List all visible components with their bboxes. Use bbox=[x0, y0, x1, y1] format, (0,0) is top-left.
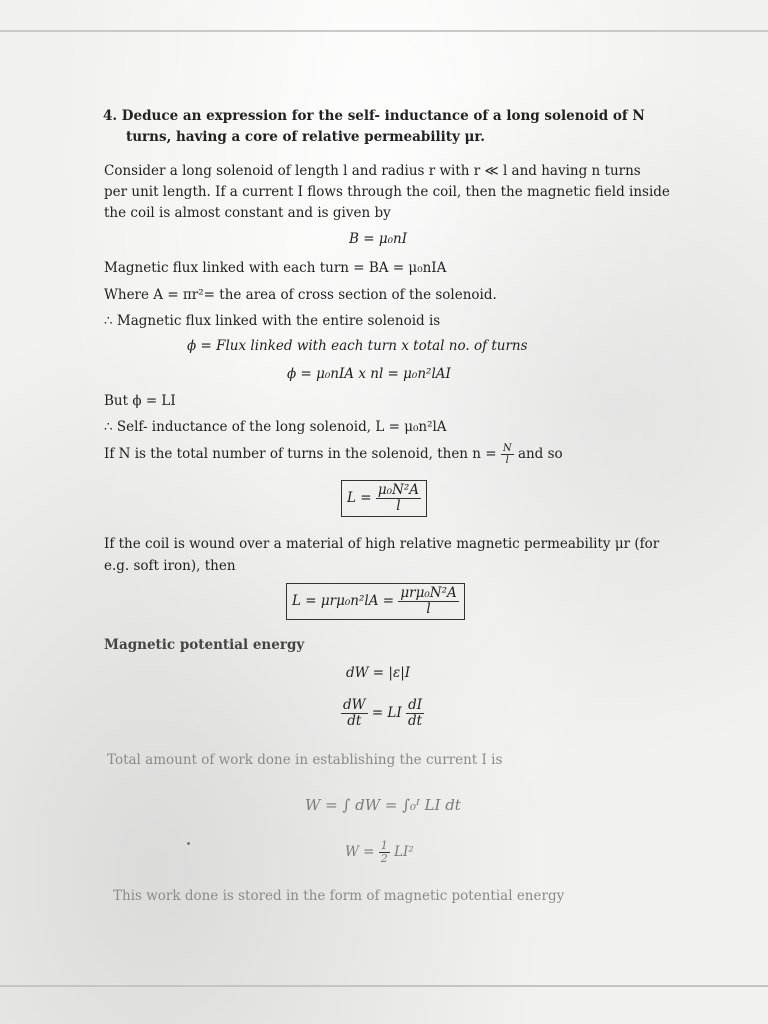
total-work-line: Total amount of work done in establishing the current I is bbox=[107, 752, 503, 768]
half-fraction bbox=[379, 840, 390, 865]
box2-lhs: L = μrμ₀n²lA = bbox=[292, 592, 395, 609]
box1-fraction bbox=[376, 483, 421, 514]
boxed-formula-2 bbox=[286, 583, 465, 620]
where-A: Where A = πr²= the area of cross section of the solenoid. bbox=[104, 287, 497, 303]
box1-num: μ₀N²A bbox=[377, 482, 420, 498]
di-den: dt bbox=[408, 712, 423, 729]
dw-den: dt bbox=[347, 712, 362, 729]
box2-fraction bbox=[398, 586, 458, 617]
flux-each-turn: Magnetic flux linked with each turn = BA = μ₀nIA bbox=[104, 260, 447, 276]
paragraph-1-line-3: the coil is almost constant and is given by bbox=[104, 205, 391, 221]
paragraph-2-line-1: If the coil is wound over a material of high relative magnetic permeability μr (for bbox=[104, 536, 660, 552]
equals-LI: = LI bbox=[371, 704, 402, 721]
page-top-edge bbox=[0, 30, 768, 32]
stored-energy-line: This work done is stored in the form of magnetic potential energy bbox=[113, 888, 565, 904]
equation-phi: ϕ = μ₀nIA x nl = μ₀n²lAI bbox=[287, 366, 451, 382]
question-text-1: Deduce an expression for the self- inductance of a long solenoid of N bbox=[121, 108, 645, 124]
dw-num: dW bbox=[343, 697, 366, 713]
if-N-text: If N is the total number of turns in the solenoid, then n = bbox=[104, 446, 497, 462]
equation-B: B = μ₀nI bbox=[349, 231, 408, 247]
equation-W-half bbox=[345, 840, 414, 865]
paragraph-1-line-1: Consider a long solenoid of length l and radius r with r ≪ l and having n turns bbox=[104, 163, 641, 179]
n-fraction bbox=[501, 443, 514, 466]
equation-W-integral: W = ∫ dW = ∫₀ᴵ LI dt bbox=[305, 796, 461, 814]
question-line-2: turns, having a core of relative permeability μr. bbox=[126, 129, 485, 145]
di-num: dI bbox=[406, 698, 424, 714]
w-lhs: W = bbox=[345, 844, 375, 861]
n-fraction-den: l bbox=[505, 455, 509, 466]
self-inductance-line: ∴ Self- inductance of the long solenoid, L = μ₀n²lA bbox=[104, 419, 447, 435]
w-rhs: LI² bbox=[394, 844, 414, 861]
paragraph-1-line-2: per unit length. If a current I flows through the coil, then the magnetic field inside bbox=[104, 184, 670, 200]
question-line-1 bbox=[103, 108, 645, 124]
therefore-flux: ∴ Magnetic flux linked with the entire solenoid is bbox=[104, 313, 441, 329]
equation-dW: dW = |ε|I bbox=[346, 665, 411, 681]
half-num: 1 bbox=[380, 839, 388, 852]
box2-num: μrμ₀N²A bbox=[400, 585, 457, 601]
half-den: 2 bbox=[380, 852, 388, 866]
n-fraction-num: N bbox=[502, 443, 512, 454]
equation-dW-dt bbox=[341, 698, 424, 729]
but-phi: But ϕ = LI bbox=[104, 393, 176, 409]
equation-phi-words: ϕ = Flux linked with each turn x total no. of turns bbox=[187, 338, 528, 354]
di-dt-fraction bbox=[406, 698, 424, 729]
page-bottom-edge bbox=[0, 985, 768, 987]
and-so-text: and so bbox=[517, 446, 563, 462]
if-N-line bbox=[104, 443, 563, 466]
dw-dt-fraction bbox=[341, 698, 368, 729]
energy-heading: Magnetic potential energy bbox=[104, 637, 305, 653]
box2-den: l bbox=[426, 600, 431, 617]
box1-lhs: L = bbox=[347, 489, 372, 506]
boxed-formula-1 bbox=[341, 480, 427, 517]
box1-den: l bbox=[396, 497, 401, 514]
stray-dot bbox=[187, 842, 190, 845]
question-number: 4. bbox=[103, 108, 118, 124]
paragraph-2-line-2: e.g. soft iron), then bbox=[104, 558, 236, 574]
